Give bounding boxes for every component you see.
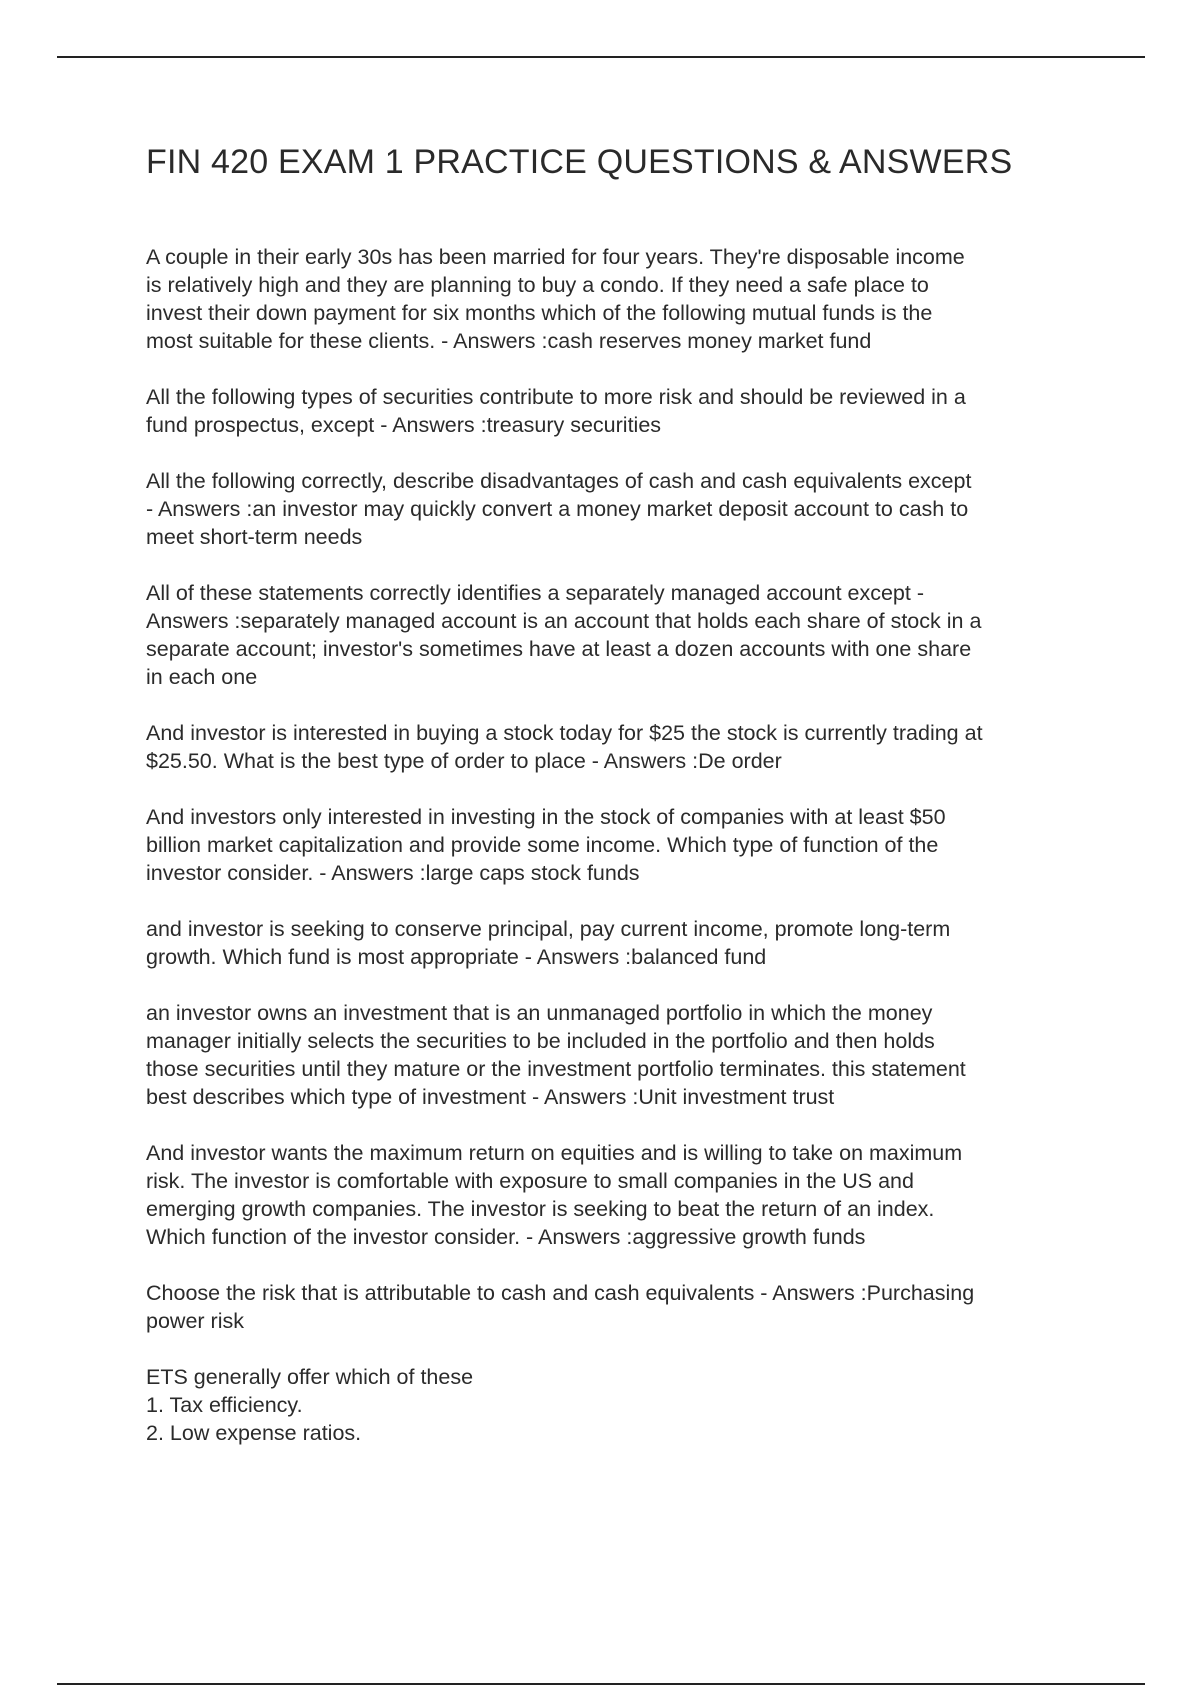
qa-item: an investor owns an investment that is an unmanaged portfolio in which the money manager initially selects the securities to be included in the portfolio and then holds those securities until they mature or the investment portfolio terminates. this statement best describes which type of investment - Answers :Unit investment trust: [146, 1001, 966, 1109]
qa-item: Choose the risk that is attributable to cash and cash equivalents - Answers :Purchasing power risk: [146, 1281, 975, 1333]
document-body: [146, 140, 1096, 1475]
document-title: FIN 420 EXAM 1 PRACTICE QUESTIONS & ANSWERS: [146, 143, 1013, 181]
qa-item: And investor is interested in buying a stock today for $25 the stock is currently trading at $25.50. What is the best type of order to place - Answers :De order: [146, 721, 983, 773]
qa-item: A couple in their early 30s has been married for four years. They're disposable income is relatively high and they are planning to buy a condo. If they need a safe place to invest their down payment for six months which of the following mutual funds is the most suitable for these clients. - Answers :cash reserves money market fund: [146, 245, 965, 353]
qa-item: And investors only interested in investing in the stock of companies with at least $50 billion market capitalization and provide some income. Which type of function of the investor consider. - Answers :large caps stock funds: [146, 805, 946, 885]
qa-list: [146, 243, 1096, 1447]
qa-item: All of these statements correctly identifies a separately managed account except - Answers :separately managed account is an account that holds each share of stock in a separate account; investor's sometimes have at least a dozen accounts with one share in each one: [146, 581, 982, 689]
top-divider: [57, 56, 1145, 58]
qa-item: All the following types of securities contribute to more risk and should be reviewed in a fund prospectus, except - Answers :treasury securities: [146, 385, 966, 437]
qa-item: and investor is seeking to conserve principal, pay current income, promote long-term growth. Which fund is most appropriate - Answers :balanced fund: [146, 917, 951, 969]
bottom-divider: [57, 1683, 1145, 1685]
qa-item: ETS generally offer which of these 1. Tax efficiency. 2. Low expense ratios.: [146, 1365, 474, 1445]
qa-item: And investor wants the maximum return on equities and is willing to take on maximum risk. The investor is comfortable with exposure to small companies in the US and emerging growth companies. The investor is seeking to beat the return of an index. Which function of the investor consider. - Answers :aggressive growth funds: [146, 1141, 963, 1249]
qa-item: All the following correctly, describe disadvantages of cash and cash equivalents except - Answers :an investor may quickly convert a money market deposit account to cash to meet short-term needs: [146, 469, 972, 549]
